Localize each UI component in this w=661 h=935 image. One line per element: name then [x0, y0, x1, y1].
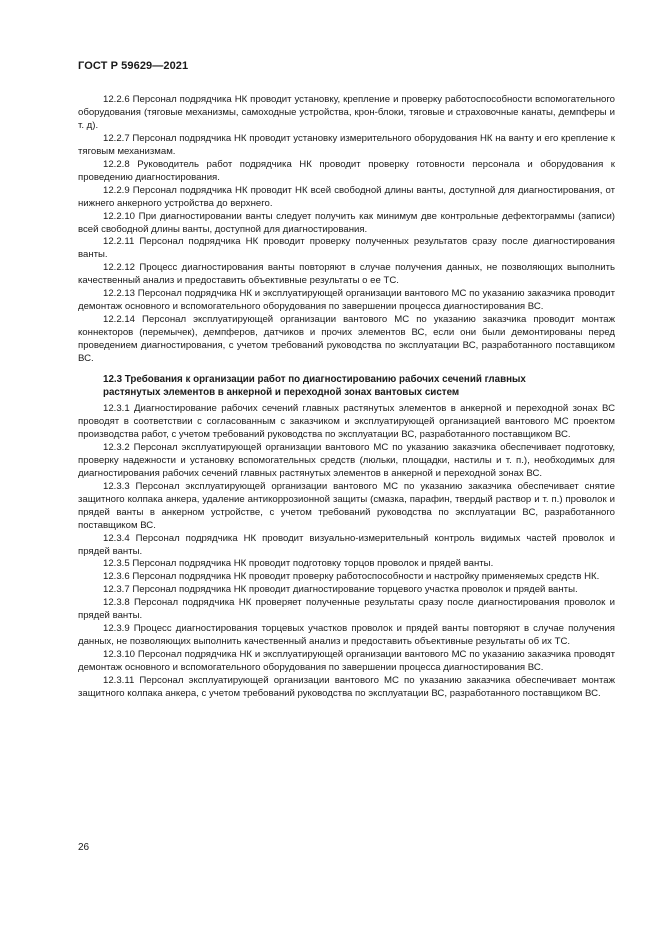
section-heading-12-3	[78, 373, 615, 399]
paragraph-12-2-10: 12.2.10 При диагностировании ванты следует получить как минимум две контрольные дефектограммы (записи) всей свободной длины ванты, доступной для диагностирования.	[78, 210, 615, 235]
paragraph-12-2-6: 12.2.6 Персонал подрядчика НК проводит установку, крепление и проверку работоспособности вспомогательного оборудования (тяговые механизмы, самоходные устройства, крон-блоки, тяговые и страховочные канаты, демпферы и т. д).	[78, 94, 615, 131]
standard-header: ГОСТ Р 59629—2021	[78, 60, 189, 72]
section-12-3-items	[78, 403, 615, 701]
paragraph-12-3-6: 12.3.6 Персонал подрядчика НК проводит проверку работоспособности и настройку применяемых средств НК.	[103, 571, 600, 583]
paragraph-12-3-2: 12.3.2 Персонал эксплуатирующей организации вантового МС по указанию заказчика обеспечивает подготовку, проверку надежности и установку вспомогательных средств (люльки, площадки, настилы и т. п.), необходимых для диагностирования рабочих сечений главных растянутых элементов в анкерной и переходной зонах ВС.	[78, 441, 615, 479]
paragraph-12-3-4: 12.3.4 Персонал подрядчика НК проводит визуально-измерительный контроль видимых частей проволок и прядей ванты.	[78, 532, 615, 557]
page-number: 26	[78, 842, 90, 853]
paragraph-12-2-13: 12.2.13 Персонал подрядчика НК и эксплуатирующей организации вантового МС по указанию заказчика проводит демонтаж основного и вспомогательного оборудования по завершении процесса диагностирования ВС.	[78, 288, 615, 313]
paragraph-12-3-8: 12.3.8 Персонал подрядчика НК проверяет полученные результаты сразу после диагностирования проволок и прядей ванты.	[78, 597, 615, 622]
paragraph-12-3-1: 12.3.1 Диагностирование рабочих сечений главных растянутых элементов в анкерной и переходной зонах ВС проводят в соответствии с согласованным с заказчиком и эксплуатирующей организацией вантового МС проектом производства работ, с учетом требований руководства по эксплуатации ВС, разработанного поставщиком ВС.	[78, 403, 615, 440]
paragraph-12-3-9: 12.3.9 Процесс диагностирования торцевых участков проволок и прядей ванты повторяют в случае получения данных, не позволяющих выполнить качественный анализ и предоставить объективные результаты об их ТС.	[78, 623, 615, 648]
paragraph-12-2-14: 12.2.14 Персонал эксплуатирующей организации вантового МС по указанию заказчика проводит монтаж коннекторов (перемычек), демпферов, датчиков и прочих элементов ВС, если они были демонтированы перед проведением диагностирования, с учетом требований руководства по эксплуатации ВС, разработанного поставщиком ВС.	[78, 314, 615, 365]
paragraph-12-3-10: 12.3.10 Персонал подрядчика НК и эксплуатирующей организации вантового МС по указанию заказчика проводят демонтаж основного и вспомогательного оборудования по завершении процесса диагностирования ВС.	[78, 649, 615, 674]
paragraph-12-2-8: 12.2.8 Руководитель работ подрядчика НК проводит проверку готовности персонала и оборудования к проведению диагностирования.	[78, 158, 615, 183]
document-body	[78, 94, 615, 701]
paragraph-12-3-7: 12.3.7 Персонал подрядчика НК проводит диагностирование торцевого участка проволок и прядей ванты.	[103, 584, 578, 596]
paragraph-12-2-11: 12.2.11 Персонал подрядчика НК проводит проверку полученных результатов сразу после диагностирования ванты.	[78, 236, 615, 261]
paragraph-12-2-12: 12.2.12 Процесс диагностирования ванты повторяют в случае получения данных, не позволяющих выполнить качественный анализ и предоставить объективные результаты о ее ТС.	[78, 262, 615, 287]
section-heading-line-2: растянутых элементов в анкерной и переходной зонах вантовых систем	[103, 387, 460, 399]
section-heading-line-1: 12.3 Требования к организации работ по диагностированию рабочих сечений главных	[103, 374, 526, 386]
paragraph-12-2-7: 12.2.7 Персонал подрядчика НК проводит установку измерительного оборудования НК на ванту и его крепление к тяговым механизмам.	[78, 132, 615, 157]
paragraph-12-3-3: 12.3.3 Персонал эксплуатирующей организации вантового МС по указанию заказчика обеспечивает снятие защитного колпака анкера, удаление антикоррозионной защиты (смазка, парафин, твердый раствор и т. п.) проволок и прядей ванты в анкерном устройстве, с учетом требований руководства по эксплуатации ВС, разработанного поставщиком ВС.	[78, 480, 615, 531]
paragraph-12-3-5: 12.3.5 Персонал подрядчика НК проводит подготовку торцов проволок и прядей ванты.	[103, 558, 494, 570]
section-12-2-items	[78, 94, 615, 366]
paragraph-12-2-9: 12.2.9 Персонал подрядчика НК проводит НК всей свободной длины ванты, доступной для диагностирования, от нижнего анкерного устройства до верхнего.	[78, 184, 615, 209]
paragraph-12-3-11: 12.3.11 Персонал эксплуатирующей организации вантового МС по указанию заказчика обеспечивает монтаж защитного колпака анкера, с учетом требований руководства по эксплуатации ВС, разработанного поставщиком ВС.	[78, 675, 615, 699]
